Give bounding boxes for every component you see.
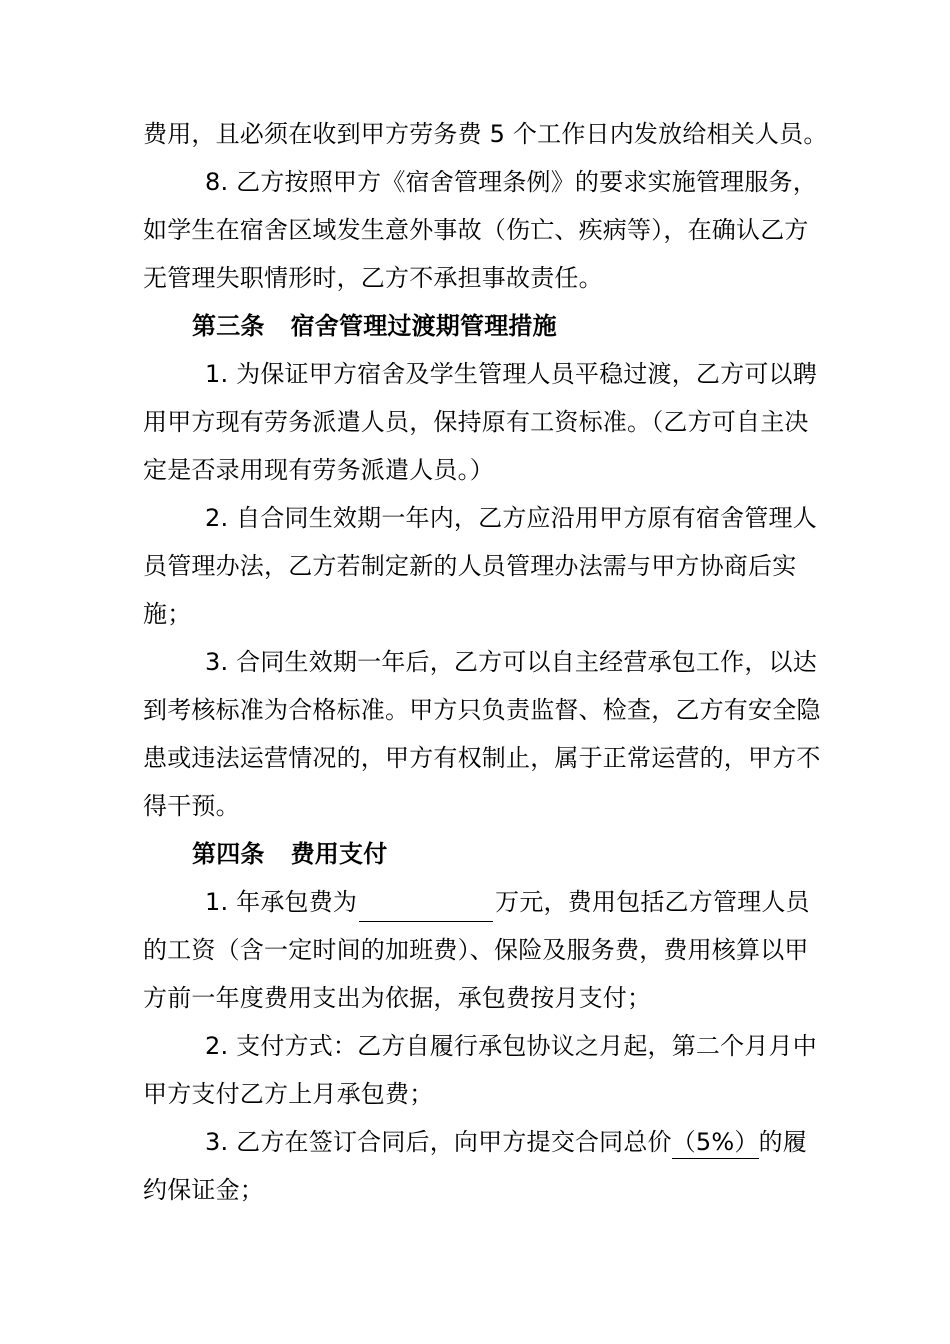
paragraph-line: 费用，且必须在收到甲方劳务费 5 个工作日内发放给相关人员。: [143, 120, 828, 148]
paragraph-line: 1. 为保证甲方宿舍及学生管理人员平稳过渡，乙方可以聘: [205, 360, 817, 388]
paragraph-line: 无管理失职情形时，乙方不承担事故责任。: [143, 264, 603, 292]
paragraph-line: 2. 自合同生效期一年内，乙方应沿用甲方原有宿舍管理人: [205, 504, 817, 532]
paragraph-line: 约保证金；: [143, 1176, 264, 1204]
deposit-text-after: 的履: [758, 1128, 808, 1156]
paragraph-line: 定是否录用现有劳务派遣人员。）: [143, 456, 494, 484]
paragraph-line: 8. 乙方按照甲方《宿舍管理条例》的要求实施管理服务，: [205, 168, 817, 196]
fee-text-before: 1. 年承包费为: [205, 888, 358, 916]
paragraph-line: 3. 合同生效期一年后，乙方可以自主经营承包工作，以达: [205, 648, 817, 676]
paragraph-line: 用甲方现有劳务派遣人员，保持原有工资标准。（乙方可自主决: [143, 408, 809, 436]
paragraph-line: 的工资（含一定时间的加班费）、保险及服务费，费用核算以甲: [143, 936, 809, 964]
article-number: 第三条: [192, 312, 265, 340]
article-3-heading: [192, 306, 862, 346]
paragraph-line: 得干预。: [143, 792, 240, 820]
paragraph-line: 2. 支付方式：乙方自履行承包协议之月起，第二个月月中: [205, 1032, 817, 1060]
deposit-text-before: 3. 乙方在签订合同后，向甲方提交合同总价: [205, 1128, 672, 1156]
article-title: 费用支付: [290, 840, 388, 868]
paragraph-line: 方前一年度费用支出为依据，承包费按月支付；: [143, 984, 652, 1012]
article-4-heading: [192, 834, 862, 874]
deposit-percent: （5%）: [672, 1128, 759, 1159]
deposit-line: [205, 1122, 815, 1162]
paragraph-line: 到考核标准为合格标准。甲方只负责监督、检查，乙方有安全隐: [143, 696, 821, 724]
paragraph-line: 甲方支付乙方上月承包费；: [143, 1080, 434, 1108]
fee-line: [205, 882, 815, 922]
paragraph-line: 患或违法运营情况的，甲方有权制止，属于正常运营的，甲方不: [143, 744, 821, 772]
fee-amount-blank: [359, 893, 493, 922]
paragraph-line: 施；: [143, 600, 192, 628]
paragraph-line: 员管理办法，乙方若制定新的人员管理办法需与甲方协商后实: [143, 552, 797, 580]
article-number: 第四条: [192, 840, 265, 868]
article-title: 宿舍管理过渡期管理措施: [290, 312, 557, 340]
paragraph-line: 如学生在宿舍区域发生意外事故（伤亡、疾病等），在确认乙方: [143, 216, 809, 244]
fee-text-after: 万元，费用包括乙方管理人员: [495, 888, 810, 916]
